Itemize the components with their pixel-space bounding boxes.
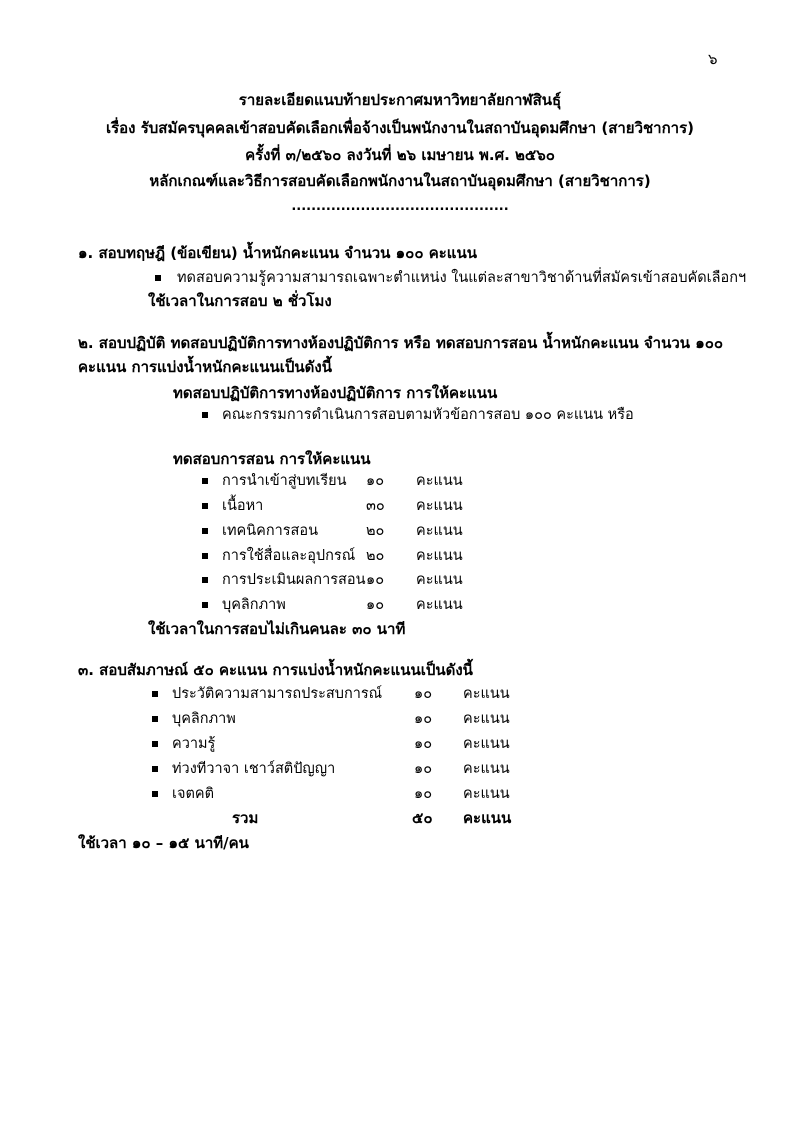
section3-time: ใช้เวลา ๑๐ – ๑๕ นาที/คน [78,834,249,852]
section1-bullet-text: ทดสอบความรู้ความสามารถเฉพาะตำแหน่ง ในแต่ละสาขาวิชาด้านที่สมัครเข้าสอบคัดเลือกฯ [177,270,747,286]
section1-heading: ๑. สอบทฤษฎี (ข้อเขียน) น้ำหนักคะแนน จำนวน ๑๐๐ คะแนน [78,244,477,262]
interview-item-label: ประวัติความสามารถประสบการณ์ [172,686,383,702]
section3-heading: ๓. สอบสัมภาษณ์ ๕๐ คะแนน การแบ่งน้ำหนักคะแนนเป็นดังนี้ [78,661,473,679]
bullet-square-icon [152,691,158,697]
bullet-square-icon [202,577,208,583]
interview-item-score: ๑๐ [414,711,433,727]
bullet-square-icon [152,741,158,747]
teach-item-unit: คะแนน [416,597,463,613]
header-title: รายละเอียดแนบท้ายประกาศมหาวิทยาลัยกาฬสินธุ์ [238,91,562,109]
bullet-square-icon [202,503,208,509]
interview-item-unit: คะแนน [463,736,510,752]
teach-item-label: การนำเข้าสู่บทเรียน [222,473,347,489]
interview-item-label: ท่วงทีวาจา เชาว์สติปัญญา [172,761,336,777]
bullet-square-icon [152,766,158,772]
header-subject: เรื่อง รับสมัครบุคคลเข้าสอบคัดเลือกเพื่อจ้างเป็นพนักงานในสถาบันอุดมศึกษา (สายวิชาการ) [105,119,695,137]
interview-total-label: รวม [232,809,259,827]
teach-item-label: เทคนิคการสอน [222,523,319,539]
interview-total-score: ๕๐ [412,809,433,827]
teach-item-unit: คะแนน [416,523,463,539]
interview-item-unit: คะแนน [463,786,510,802]
teach-item-label: บุคลิกภาพ [222,597,286,613]
teach-item-score: ๒๐ [366,523,385,539]
header-issue: ครั้งที่ ๓/๒๕๖๐ ลงวันที่ ๒๖ เมษายน พ.ศ. ๒๕๖๐ [245,146,555,164]
interview-item-score: ๑๐ [414,736,433,752]
interview-item-label: บุคลิกภาพ [172,711,236,727]
teach-item-score: ๑๐ [366,597,385,613]
teach-item-label: เนื้อหา [222,498,264,514]
interview-item-label: เจตคติ [172,786,214,802]
section2-time: ใช้เวลาในการสอบไม่เกินคนละ ๓๐ นาที [148,620,406,638]
teach-item-score: ๒๐ [366,548,385,564]
section2-heading-line1: ๒. สอบปฏิบัติ ทดสอบปฏิบัติการทางห้องปฏิบัติการ หรือ ทดสอบการสอน น้ำหนักคะแนน จำนวน ๑๐๐ [78,334,724,352]
bullet-square-icon [202,478,208,484]
header-separator: ............................................ [291,199,509,214]
section1-time: ใช้เวลาในการสอบ ๒ ชั่วโมง [148,292,332,310]
header-criteria: หลักเกณฑ์และวิธีการสอบคัดเลือกพนักงานในสถาบันอุดมศึกษา (สายวิชาการ) [149,172,651,190]
section2-heading-line2: คะแนน การแบ่งน้ำหนักคะแนนเป็นดังนี้ [78,358,332,376]
lab-test-heading: ทดสอบปฏิบัติการทางห้องปฏิบัติการ การให้คะแนน [173,384,498,402]
teach-item-unit: คะแนน [416,572,463,588]
interview-item-unit: คะแนน [463,686,510,702]
page-number: ๖ [708,50,718,68]
interview-item-score: ๑๐ [414,786,433,802]
bullet-square-icon [152,791,158,797]
teach-item-score: ๑๐ [366,473,385,489]
teach-item-label: การประเมินผลการสอน [222,572,366,588]
interview-item-unit: คะแนน [463,711,510,727]
teach-item-score: ๓๐ [366,498,385,514]
interview-total-unit: คะแนน [463,809,512,827]
teaching-test-heading: ทดสอบการสอน การให้คะแนน [173,450,371,468]
bullet-square-icon [152,716,158,722]
bullet-square-icon [202,602,208,608]
interview-item-score: ๑๐ [414,686,433,702]
teach-item-unit: คะแนน [416,473,463,489]
interview-item-score: ๑๐ [414,761,433,777]
interview-item-unit: คะแนน [463,761,510,777]
interview-item-label: ความรู้ [172,736,216,752]
bullet-square-icon [202,553,208,559]
teach-item-unit: คะแนน [416,548,463,564]
bullet-square-icon [202,528,208,534]
bullet-square-icon [155,275,161,281]
teach-item-label: การใช้สื่อและอุปกรณ์ [222,548,356,564]
lab-test-bullet-text: คณะกรรมการดำเนินการสอบตามหัวข้อการสอบ ๑๐๐ คะแนน หรือ [222,407,634,423]
teach-item-unit: คะแนน [416,498,463,514]
teach-item-score: ๑๐ [366,572,385,588]
bullet-square-icon [202,412,208,418]
